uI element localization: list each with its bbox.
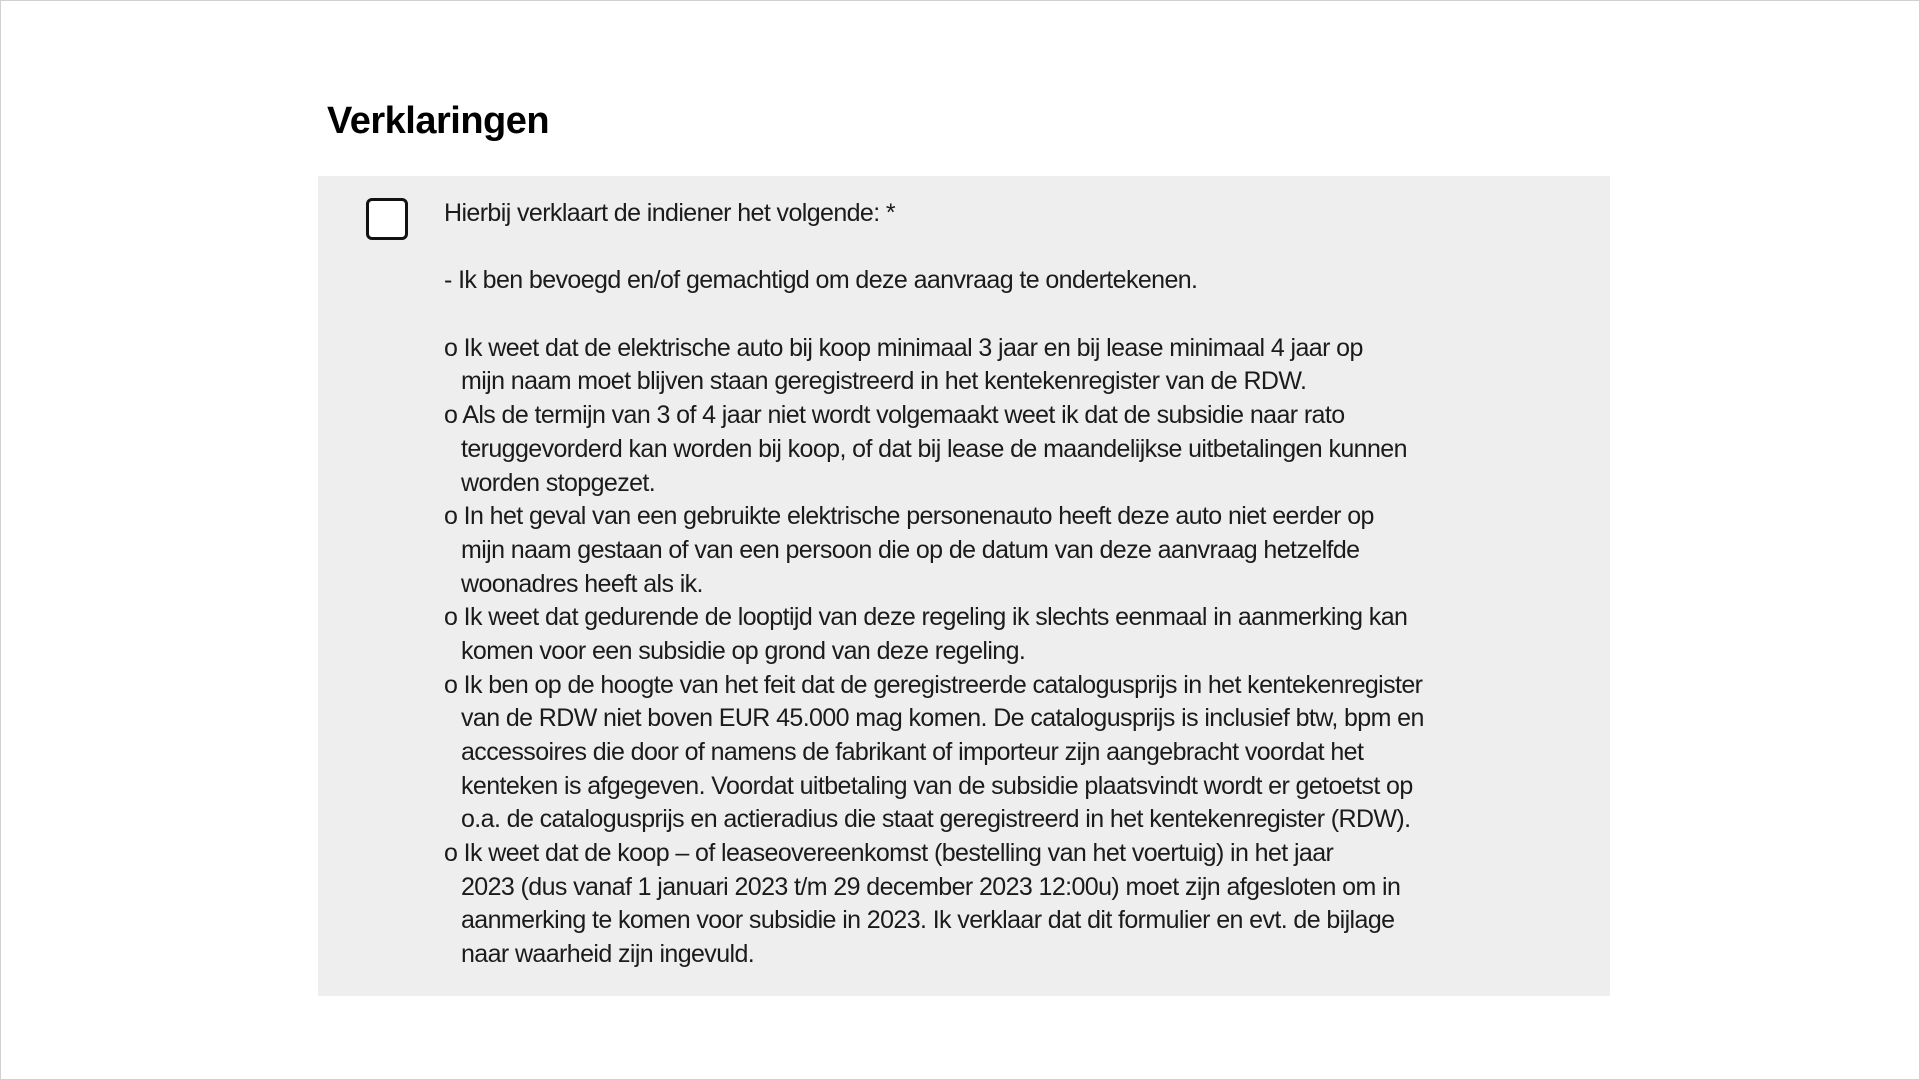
declaration-item-line: van de RDW niet boven EUR 45.000 mag komen. De catalogusprijs is inclusief btw, bpm en (461, 704, 1424, 733)
declaration-item-line: o In het geval van een gebruikte elektrische personenauto heeft deze auto niet eerder op (444, 502, 1374, 531)
declaration-item-line: kenteken is afgegeven. Voordat uitbetaling van de subsidie plaatsvindt wordt er getoetst op (461, 771, 1413, 800)
declaration-item-line: aanmerking te komen voor subsidie in 2023. Ik verklaar dat dit formulier en evt. de bijlage (461, 906, 1395, 935)
declaration-item-line: o Ik ben op de hoogte van het feit dat de geregistreerde catalogusprijs in het kentekenregister (444, 670, 1423, 699)
declaration-item (444, 837, 1424, 972)
declaration-item-line: mijn naam gestaan of van een persoon die op de datum van deze aanvraag hetzelfde (461, 535, 1360, 564)
declaration-item-line: o Ik weet dat gedurende de looptijd van deze regeling ik slechts eenmaal in aanmerking kan (444, 603, 1408, 632)
declaration-item (444, 500, 1424, 601)
declaration-item-line: o Ik weet dat de koop – of leaseovereenkomst (bestelling van het voertuig) in het jaar (444, 839, 1334, 868)
section-title: Verklaringen (327, 100, 550, 142)
declaration-intro: - Ik ben bevoegd en/of gemachtigd om deze aanvraag te ondertekenen. (444, 266, 1198, 295)
declaration-items (444, 332, 1424, 972)
declaration-item (444, 601, 1424, 668)
declaration-item-line: o.a. de catalogusprijs en actieradius die staat geregistreerd in het kentekenregister (RDW). (461, 805, 1411, 834)
declaration-item (444, 399, 1424, 500)
declaration-item-line: accessoires die door of namens de fabrikant of importeur zijn aangebracht voordat het (461, 738, 1364, 766)
declaration-item-line: worden stopgezet. (461, 468, 656, 497)
declaration-item-line: mijn naam moet blijven staan geregistreerd in het kentekenregister van de RDW. (461, 367, 1307, 396)
declaration-item-line: o Als de termijn van 3 of 4 jaar niet wordt volgemaakt weet ik dat de subsidie naar rato (444, 401, 1345, 430)
declaration-item (444, 332, 1424, 399)
declaration-item-line: naar waarheid zijn ingevuld. (461, 940, 755, 969)
declaration-checkbox[interactable] (366, 198, 408, 240)
declaration-item-line: komen voor een subsidie op grond van deze regeling. (461, 636, 1026, 665)
declaration-item-line: 2023 (dus vanaf 1 januari 2023 t/m 29 december 2023 12:00u) moet zijn afgesloten om in (461, 872, 1401, 901)
declaration-panel (318, 176, 1610, 996)
declaration-item-line: o Ik weet dat de elektrische auto bij koop minimaal 3 jaar en bij lease minimaal 4 jaar op (444, 333, 1363, 362)
declaration-item-line: teruggevorderd kan worden bij koop, of dat bij lease de maandelijkse uitbetalingen kunnen (461, 434, 1407, 463)
declaration-item (444, 669, 1424, 837)
declaration-label[interactable]: Hierbij verklaart de indiener het volgende: * (444, 199, 896, 227)
declaration-item-line: woonadres heeft als ik. (461, 569, 703, 598)
declaration-text (444, 197, 1424, 972)
